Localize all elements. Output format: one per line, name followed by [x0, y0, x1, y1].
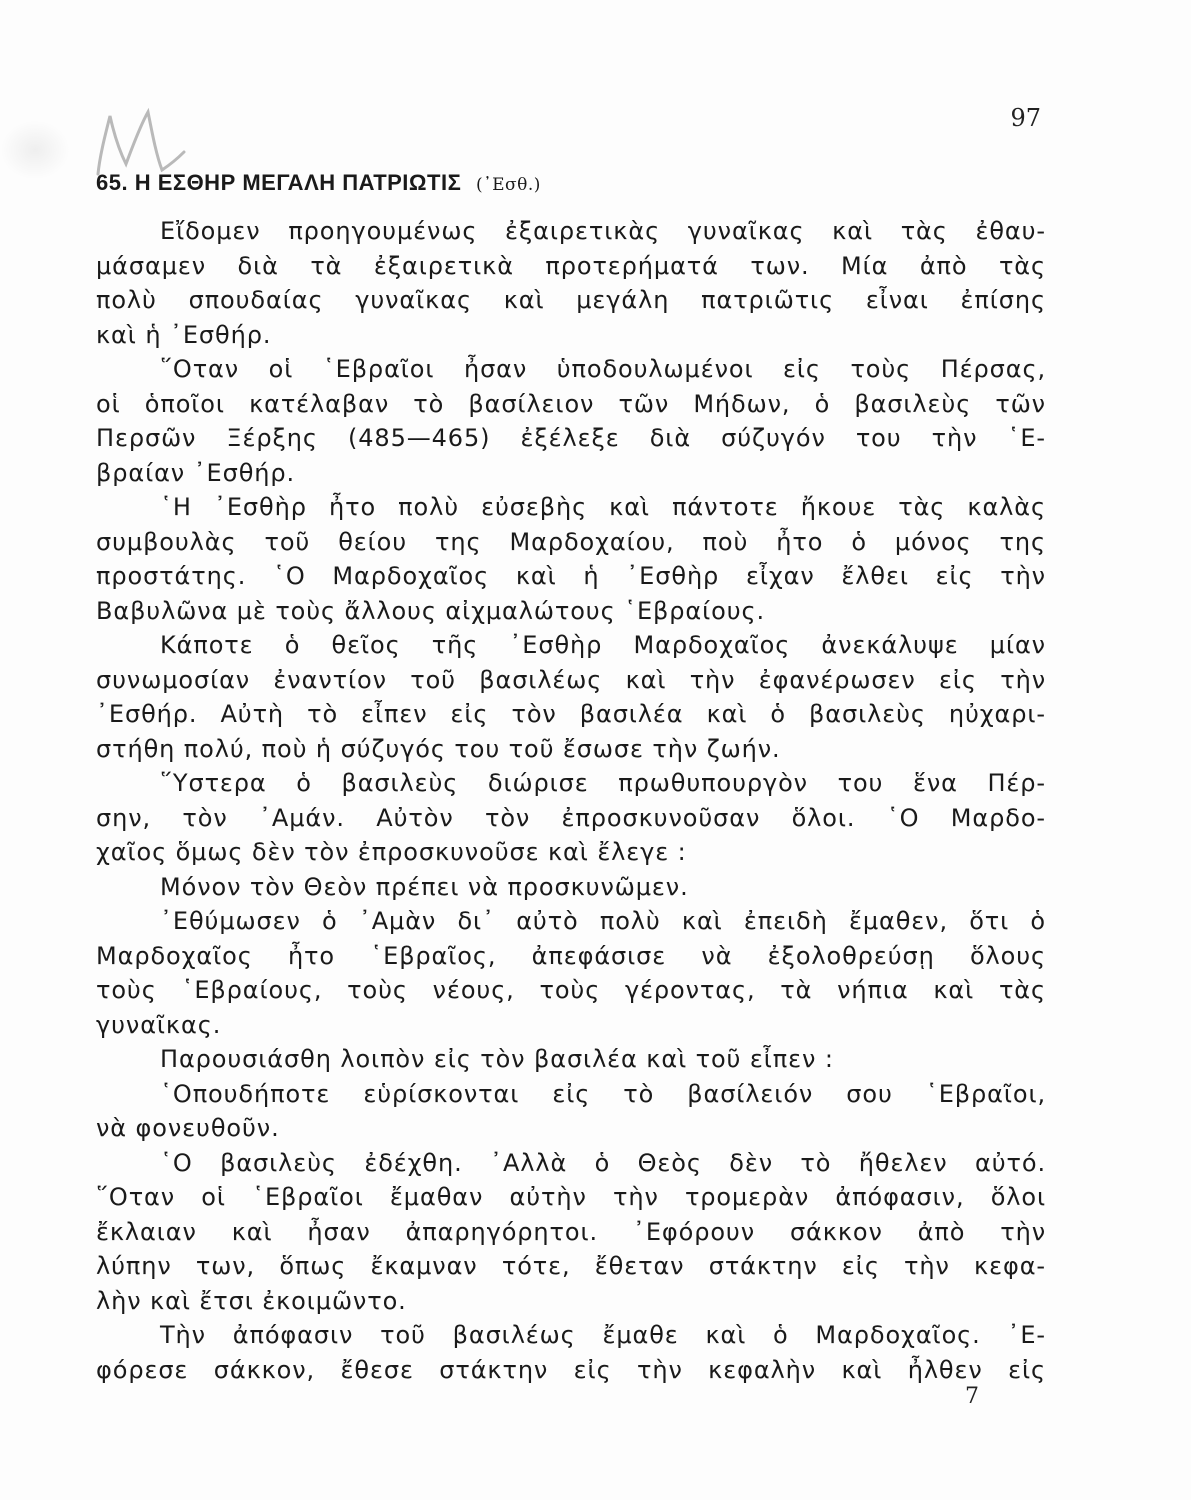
- text-line: Μαρδοχαῖος ἦτο ῾Εβραῖος, ἀπεφάσισε νὰ ἐξολοθρεύσῃ ὅλους: [96, 941, 1046, 970]
- text-line: τοὺς ῾Εβραίους, τοὺς νέους, τοὺς γέροντας, τὰ νήπια καὶ τὰς: [96, 976, 1046, 1004]
- text-line: μάσαμεν διὰ τὰ ἐξαιρετικὰ προτερήματά των. Μία ἀπὸ τὰς: [96, 251, 1046, 280]
- section-heading-reference: (᾿Εσθ.): [475, 175, 541, 195]
- text-line: νὰ φονευθοῦν.: [96, 1114, 280, 1142]
- text-line: ἔκλαιαν καὶ ἦσαν ἀπαρηγόρητοι. ᾿Εφόρουν σάκκον ἀπὸ τὴν: [96, 1217, 1046, 1246]
- text-line: ῾Η ᾿Εσθὴρ ἦτο πολὺ εὐσεβὴς καὶ πάντοτε ἤκουε τὰς καλὰς: [160, 493, 1046, 521]
- text-line: Παρουσιάσθη λοιπὸν εἰς τὸν βασιλέα καὶ τοῦ εἶπεν :: [160, 1045, 834, 1073]
- text-line: οἱ ὁποῖοι κατέλαβαν τὸ βασίλειον τῶν Μήδων, ὁ βασιλεὺς τῶν: [96, 389, 1046, 418]
- section-heading: [96, 170, 541, 196]
- text-line: χαῖος ὅμως δὲν τὸν ἐπροσκυνοῦσε καὶ ἔλεγε :: [96, 838, 687, 866]
- text-line: σην, τὸν ᾿Αμάν. Αὐτὸν τὸν ἐπροσκυνοῦσαν ὅλοι. ῾Ο Μαρδο-: [96, 803, 1046, 832]
- text-line: Εἴδομεν προηγουμένως ἐξαιρετικὰς γυναῖκας καὶ τὰς ἐθαυ-: [160, 217, 1046, 245]
- text-line: πολὺ σπουδαίας γυναῖκας καὶ μεγάλη πατριῶτις εἶναι ἐπίσης: [96, 286, 1046, 314]
- text-line: ῾Ο βασιλεὺς ἐδέχθη. ᾿Αλλὰ ὁ Θεὸς δὲν τὸ ἤθελεν αὐτό.: [160, 1148, 1046, 1177]
- text-line: λύπην των, ὅπως ἔκαμναν τότε, ἔθεταν στάκτην εἰς τὴν κεφα-: [96, 1252, 1046, 1280]
- text-line: λὴν καὶ ἔτσι ἐκοιμῶντο.: [96, 1286, 407, 1315]
- text-line: φόρεσε σάκκον, ἔθεσε στάκτην εἰς τὴν κεφαλὴν καὶ ἦλθεν εἰς: [96, 1355, 1046, 1384]
- text-line: ῞Οταν οἱ ῾Εβραῖοι ἔμαθαν αὐτὴν τὴν τρομερὰν ἀπόφασιν, ὅλοι: [96, 1183, 1046, 1211]
- section-heading-title: 65. Η ΕΣΘΗΡ ΜΕΓΑΛΗ ΠΑΤΡΙΩΤΙΣ: [96, 170, 462, 195]
- page-number: 97: [1010, 104, 1041, 132]
- text-line: συνωμοσίαν ἐναντίον τοῦ βασιλέως καὶ τὴν ἐφανέρωσεν εἰς τὴν: [96, 665, 1046, 694]
- text-line: ᾿Εσθήρ. Αὐτὴ τὸ εἶπεν εἰς τὸν βασιλέα καὶ ὁ βασιλεὺς ηὐχαρι-: [96, 700, 1046, 728]
- text-line: ᾿Εθύμωσεν ὁ ᾿Αμὰν δι᾿ αὐτὸ πολὺ καὶ ἐπειδὴ ἔμαθεν, ὅτι ὁ: [160, 907, 1046, 935]
- text-line: βραίαν ᾿Εσθήρ.: [96, 458, 296, 487]
- text-line: στήθη πολύ, ποὺ ἡ σύζυγός του τοῦ ἔσωσε τὴν ζωήν.: [96, 734, 781, 763]
- body-text: [96, 214, 1046, 1387]
- text-line: καὶ ἡ ᾿Εσθήρ.: [96, 320, 272, 349]
- text-line: ῾Οπουδήποτε εὑρίσκονται εἰς τὸ βασίλειόν σου ῾Εβραῖοι,: [160, 1079, 1046, 1108]
- text-line: Κάποτε ὁ θεῖος τῆς ᾿Εσθὴρ Μαρδοχαῖος ἀνεκάλυψε μίαν: [160, 631, 1046, 659]
- text-line: ῞Υστερα ὁ βασιλεὺς διώρισε πρωθυπουργὸν του ἕνα Πέρ-: [160, 769, 1046, 797]
- text-line: συμβουλὰς τοῦ θείου της Μαρδοχαίου, ποὺ ἦτο ὁ μόνος της: [96, 527, 1046, 556]
- scan-smudge: [0, 120, 70, 180]
- text-line: προστάτης. ῾Ο Μαρδοχαῖος καὶ ἡ ᾿Εσθὴρ εἶχαν ἔλθει εἰς τὴν: [96, 562, 1046, 590]
- text-line: γυναῖκας.: [96, 1010, 222, 1039]
- text-line: Περσῶν Ξέρξης (485—465) ἐξέλεξε διὰ σύζυγόν του τὴν ῾Ε-: [96, 424, 1046, 452]
- text-line: ῞Οταν οἱ ῾Εβραῖοι ἦσαν ὑποδουλωμένοι εἰς τοὺς Πέρσας,: [160, 355, 1046, 383]
- text-line: Μόνον τὸν Θεὸν πρέπει νὰ προσκυνῶμεν.: [160, 872, 689, 901]
- text-line: Τὴν ἀπόφασιν τοῦ βασιλέως ἔμαθε καὶ ὁ Μαρδοχαῖος. ᾿Ε-: [160, 1321, 1046, 1349]
- signature-mark: 7: [965, 1384, 979, 1409]
- text-line: Βαβυλῶνα μὲ τοὺς ἄλλους αἰχμαλώτους ῾Εβραίους.: [96, 596, 766, 625]
